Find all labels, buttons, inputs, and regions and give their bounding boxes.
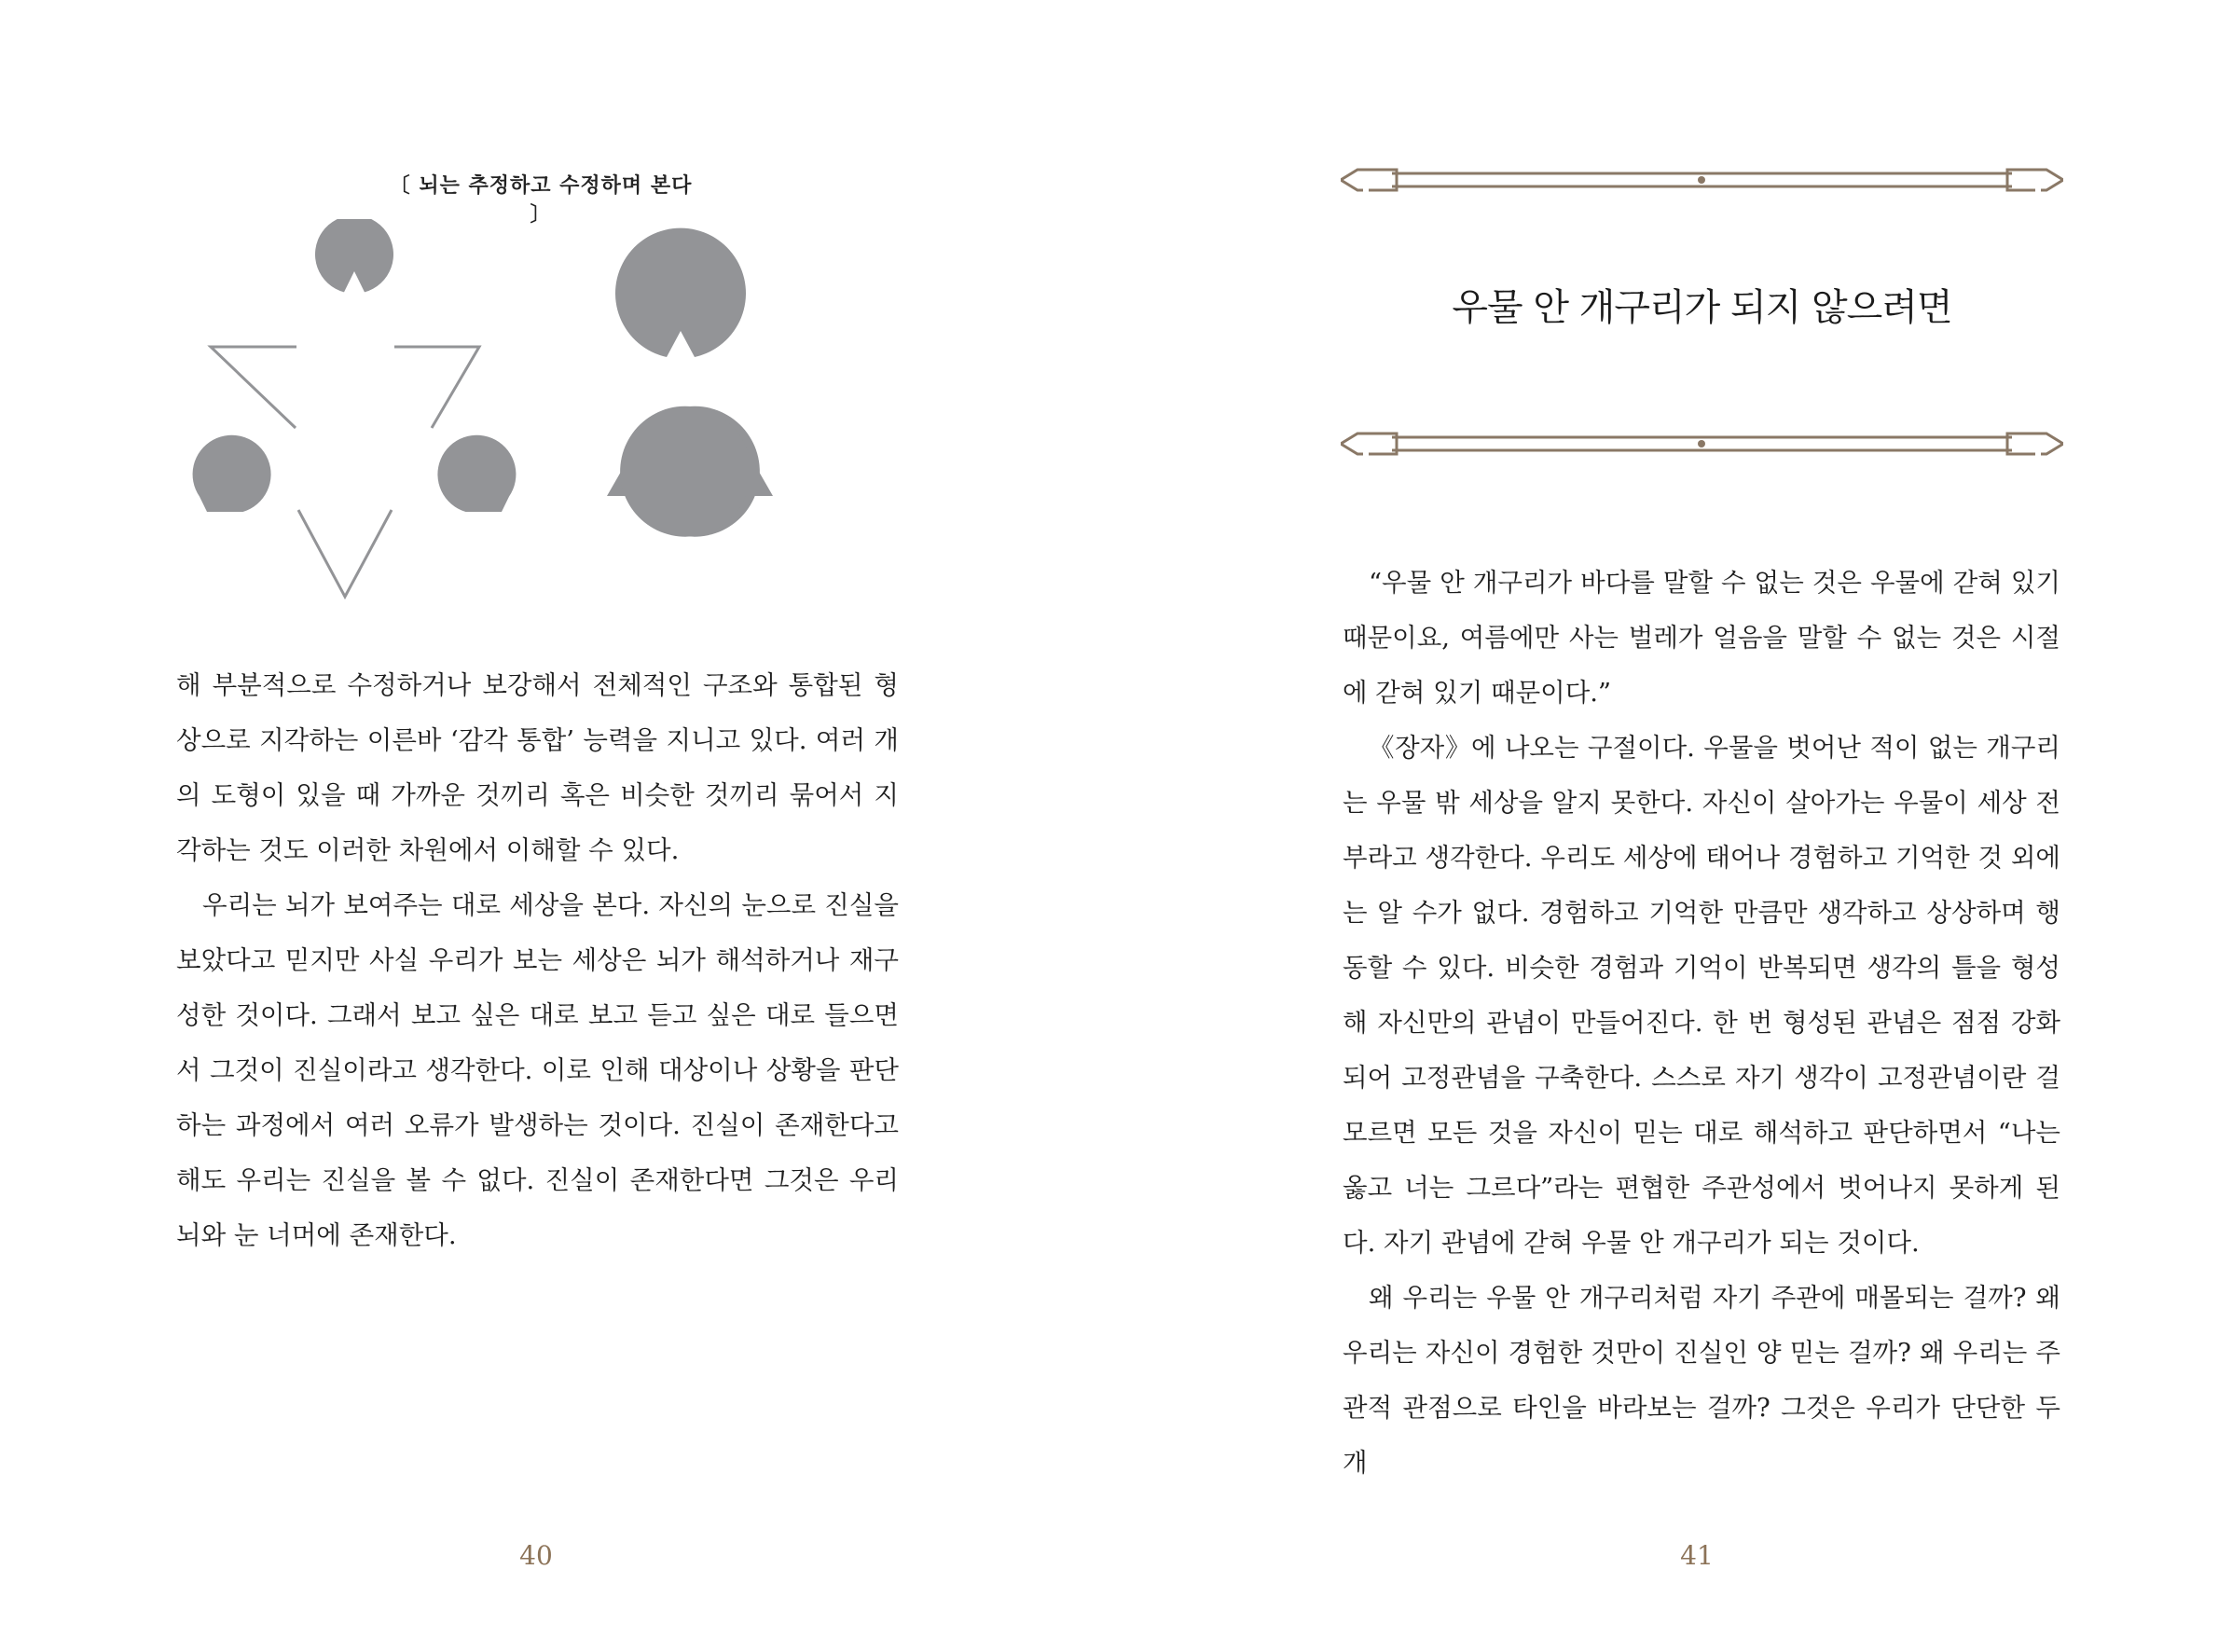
- kanizsa-triangle: [193, 219, 517, 597]
- ornament-divider-bottom: [1341, 425, 2063, 462]
- large-pacman-bottom-right: [620, 406, 773, 537]
- ornament-divider-top: [1341, 161, 2063, 199]
- right-page-body: [1343, 556, 2060, 1491]
- figure-caption: 〔 뇌는 추정하고 수정하며 본다 〕: [389, 174, 693, 227]
- paragraph: 《장자》에 나오는 구절이다. 우물을 벗어난 적이 없는 개구리는 우물 밖 세상을 알지 못한다. 자신이 살아가는 우물이 세상 전부라고 생각한다. 우리도 세상에 태어나 경험하고 기억한 것 외에는 알 수가 없다. 경험하고 기억한 만큼만 생각하고 상상하며 행동할 수 있다. 비슷한 경험과 기억이 반복되면 생각의 틀을 형성해 자신만의 관념이 만들어진다. 한 번 형성된 관념은 점점 강화되어 고정관념을 구축한다. 스스로 자기 생각이 고정관념이란 걸 모르면 모든 것을 자신이 믿는 대로 해석하고 판단하면서 “나는 옳고 너는 그르다”라는 편협한 주관성에서 벗어나지 못하게 된다. 자기 관념에 갇혀 우물 안 개구리가 되는 것이다.: [1343, 733, 2060, 1258]
- left-page-body: [176, 658, 899, 1263]
- pacman-bottom-right: [437, 435, 516, 512]
- paragraph: 왜 우리는 우물 안 개구리처럼 자기 주관에 매몰되는 걸까? 왜 우리는 자신이 경험한 것만이 진실인 양 믿는 걸까? 왜 우리는 주관적 관점으로 타인을 바라보는 걸까? 그것은 우리가 단단한 두개: [1343, 1283, 2060, 1478]
- large-pacman-top: [615, 228, 746, 357]
- chapter-title: 우물 안 개구리가 되지 않으려면: [1452, 286, 1952, 329]
- pacman-top: [315, 219, 393, 292]
- paragraph: 해 부분적으로 수정하거나 보강해서 전체적인 구조와 통합된 형상으로 지각하는 이른바 ‘감각 통합’ 능력을 지니고 있다. 여러 개의 도형이 있을 때 가까운 것끼리 혹은 비슷한 것끼리 묶어서 지각하는 것도 이러한 차원에서 이해할 수 있다.: [176, 670, 899, 865]
- illusory-triangle: [607, 228, 773, 537]
- paragraph: “우물 안 개구리가 바다를 말할 수 없는 것은 우물에 갇혀 있기 때문이요, 여름에만 사는 벌레가 얼음을 말할 수 없는 것은 시절에 갇혀 있기 때문이다.”: [1343, 568, 2060, 708]
- page-number: 41: [1680, 1540, 1714, 1571]
- outline-triangle-bottom-corner: [298, 510, 392, 597]
- outline-triangle-right-corner: [394, 347, 479, 428]
- paragraph: 우리는 뇌가 보여주는 대로 세상을 본다. 자신의 눈으로 진실을 보았다고 믿지만 사실 우리가 보는 세상은 뇌가 해석하거나 재구성한 것이다. 그래서 보고 싶은 대로 보고 듣고 싶은 대로 들으면서 그것이 진실이라고 생각한다. 이로 인해 대상이나 상황을 판단하는 과정에서 여러 오류가 발생하는 것이다. 진실이 존재한다고 해도 우리는 진실을 볼 수 없다. 진실이 존재한다면 그것은 우리 뇌와 눈 너머에 존재한다.: [176, 890, 899, 1250]
- page-number: 40: [519, 1540, 553, 1571]
- pacman-bottom-left: [193, 435, 271, 512]
- outline-triangle-left-corner: [211, 347, 296, 428]
- kanizsa-illusion-figure: [168, 219, 904, 611]
